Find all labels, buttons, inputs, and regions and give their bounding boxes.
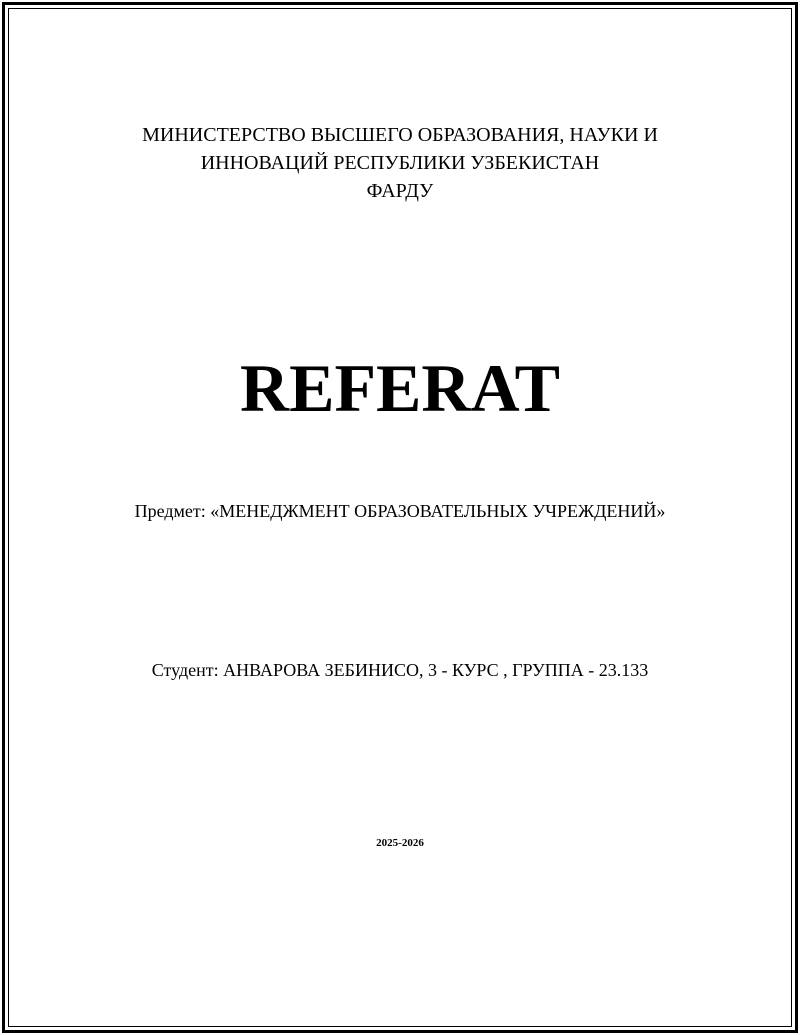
ministry-header-line-1: МИНИСТЕРСТВО ВЫСШЕГО ОБРАЗОВАНИЯ, НАУКИ И xyxy=(142,124,658,146)
university-name: ФАРДУ xyxy=(366,180,434,202)
ministry-header xyxy=(0,121,800,205)
subject-line: Предмет: «МЕНЕДЖМЕНТ ОБРАЗОВАТЕЛЬНЫХ УЧРЕЖДЕНИЙ» xyxy=(134,501,666,521)
academic-year: 2025-2026 xyxy=(376,837,424,849)
student-line: Студент: АНВАРОВА ЗЕБИНИСО, 3 - КУРС , ГРУППА - 23.133 xyxy=(151,660,649,680)
ministry-header-line-2: ИННОВАЦИЙ РЕСПУБЛИКИ УЗБЕКИСТАН xyxy=(200,152,600,174)
document-title: REFERAT xyxy=(240,350,560,426)
